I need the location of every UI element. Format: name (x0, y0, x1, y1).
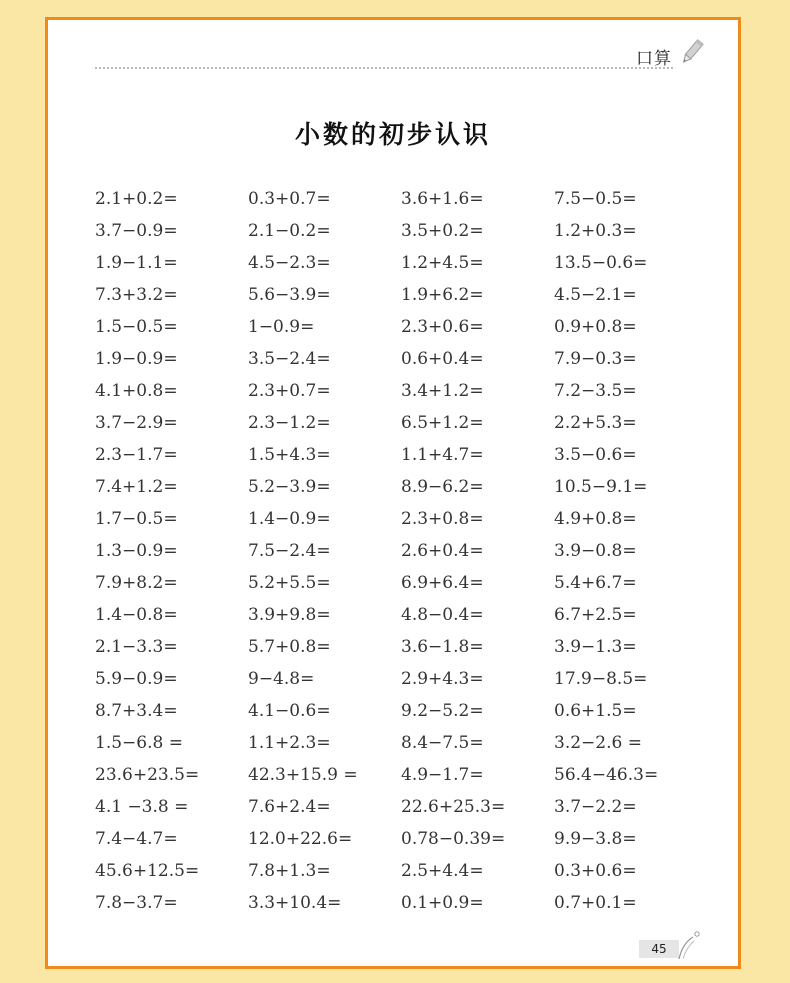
problem-item: 7.8+1.3= (248, 861, 331, 881)
problem-item: 4.9+0.8= (554, 509, 637, 529)
problem-item: 3.7−2.9= (95, 413, 178, 433)
problem-item: 3.2−2.6 = (554, 733, 642, 753)
problem-item: 1.5+4.3= (248, 445, 331, 465)
problem-row (95, 636, 715, 668)
problem-grid (95, 188, 715, 924)
problem-item: 12.0+22.6= (248, 829, 353, 849)
problem-item: 0.3+0.6= (554, 861, 637, 881)
problem-item: 0.78−0.39= (401, 829, 506, 849)
section-label: 口算 (636, 49, 672, 69)
problem-row (95, 316, 715, 348)
problem-row (95, 828, 715, 860)
problem-row (95, 860, 715, 892)
problem-item: 2.1−3.3= (95, 637, 178, 657)
problem-item: 3.9−1.3= (554, 637, 637, 657)
page-number: 45 (639, 940, 679, 958)
problem-row (95, 668, 715, 700)
problem-item: 2.5+4.4= (401, 861, 484, 881)
problem-item: 13.5−0.6= (554, 253, 648, 273)
problem-item: 6.5+1.2= (401, 413, 484, 433)
problem-item: 0.7+0.1= (554, 893, 637, 913)
problem-item: 5.6−3.9= (248, 285, 331, 305)
problem-item: 7.5−0.5= (554, 189, 637, 209)
problem-item: 1.9−0.9= (95, 349, 178, 369)
problem-row (95, 764, 715, 796)
problem-item: 3.9+9.8= (248, 605, 331, 625)
problem-item: 5.2−3.9= (248, 477, 331, 497)
problem-item: 2.9+4.3= (401, 669, 484, 689)
problem-row (95, 252, 715, 284)
problem-item: 5.4+6.7= (554, 573, 637, 593)
problem-item: 1.1+2.3= (248, 733, 331, 753)
problem-item: 0.3+0.7= (248, 189, 331, 209)
problem-item: 7.2−3.5= (554, 381, 637, 401)
problem-item: 2.3−1.7= (95, 445, 178, 465)
problem-row (95, 188, 715, 220)
problem-row (95, 380, 715, 412)
problem-item: 1.4−0.8= (95, 605, 178, 625)
problem-row (95, 732, 715, 764)
problem-item: 1.2+0.3= (554, 221, 637, 241)
problem-item: 1.5−6.8 = (95, 733, 183, 753)
problem-item: 7.5−2.4= (248, 541, 331, 561)
problem-item: 4.1 −3.8 = (95, 797, 189, 817)
problem-item: 2.3+0.7= (248, 381, 331, 401)
problem-item: 3.3+10.4= (248, 893, 342, 913)
problem-row (95, 892, 715, 924)
problem-item: 4.1−0.6= (248, 701, 331, 721)
problem-item: 1.7−0.5= (95, 509, 178, 529)
problem-row (95, 572, 715, 604)
problem-row (95, 604, 715, 636)
worksheet-page (45, 17, 741, 969)
problem-item: 3.9−0.8= (554, 541, 637, 561)
problem-item: 5.7+0.8= (248, 637, 331, 657)
problem-item: 22.6+25.3= (401, 797, 506, 817)
problem-item: 1.5−0.5= (95, 317, 178, 337)
problem-row (95, 220, 715, 252)
problem-item: 5.9−0.9= (95, 669, 178, 689)
header-divider (95, 67, 673, 69)
problem-row (95, 444, 715, 476)
problem-item: 7.9−0.3= (554, 349, 637, 369)
problem-item: 7.6+2.4= (248, 797, 331, 817)
problem-row (95, 796, 715, 828)
problem-row (95, 284, 715, 316)
problem-item: 3.5−0.6= (554, 445, 637, 465)
problem-item: 1.9−1.1= (95, 253, 178, 273)
problem-item: 6.9+6.4= (401, 573, 484, 593)
problem-item: 4.9−1.7= (401, 765, 484, 785)
problem-row (95, 700, 715, 732)
problem-item: 7.9+8.2= (95, 573, 178, 593)
problem-item: 2.3−1.2= (248, 413, 331, 433)
problem-item: 23.6+23.5= (95, 765, 200, 785)
problem-item: 9.9−3.8= (554, 829, 637, 849)
problem-item: 3.7−0.9= (95, 221, 178, 241)
problem-item: 8.9−6.2= (401, 477, 484, 497)
pencil-icon (680, 38, 704, 66)
problem-item: 3.6−1.8= (401, 637, 484, 657)
problem-item: 56.4−46.3= (554, 765, 659, 785)
problem-item: 4.8−0.4= (401, 605, 484, 625)
problem-item: 4.5−2.1= (554, 285, 637, 305)
problem-item: 2.1+0.2= (95, 189, 178, 209)
problem-item: 9.2−5.2= (401, 701, 484, 721)
problem-item: 3.6+1.6= (401, 189, 484, 209)
problem-item: 7.4−4.7= (95, 829, 178, 849)
problem-row (95, 476, 715, 508)
problem-item: 3.5+0.2= (401, 221, 484, 241)
problem-item: 2.3+0.8= (401, 509, 484, 529)
problem-item: 2.2+5.3= (554, 413, 637, 433)
problem-item: 9−4.8= (248, 669, 315, 689)
problem-row (95, 348, 715, 380)
problem-item: 6.7+2.5= (554, 605, 637, 625)
problem-item: 0.9+0.8= (554, 317, 637, 337)
problem-item: 45.6+12.5= (95, 861, 200, 881)
problem-item: 4.5−2.3= (248, 253, 331, 273)
problem-item: 3.7−2.2= (554, 797, 637, 817)
problem-item: 8.4−7.5= (401, 733, 484, 753)
problem-item: 4.1+0.8= (95, 381, 178, 401)
problem-item: 0.6+0.4= (401, 349, 484, 369)
problem-item: 8.7+3.4= (95, 701, 178, 721)
problem-item: 1.1+4.7= (401, 445, 484, 465)
problem-item: 0.1+0.9= (401, 893, 484, 913)
problem-item: 10.5−9.1= (554, 477, 648, 497)
problem-item: 17.9−8.5= (554, 669, 648, 689)
problem-item: 2.3+0.6= (401, 317, 484, 337)
problem-item: 7.4+1.2= (95, 477, 178, 497)
problem-row (95, 540, 715, 572)
problem-item: 1.2+4.5= (401, 253, 484, 273)
problem-item: 3.5−2.4= (248, 349, 331, 369)
problem-item: 1−0.9= (248, 317, 315, 337)
problem-item: 7.3+3.2= (95, 285, 178, 305)
problem-row (95, 508, 715, 540)
problem-item: 5.2+5.5= (248, 573, 331, 593)
problem-item: 2.6+0.4= (401, 541, 484, 561)
problem-item: 0.6+1.5= (554, 701, 637, 721)
problem-item: 1.4−0.9= (248, 509, 331, 529)
swirl-icon (676, 930, 702, 960)
problem-item: 7.8−3.7= (95, 893, 178, 913)
worksheet-title: 小数的初步认识 (294, 120, 491, 149)
problem-item: 1.3−0.9= (95, 541, 178, 561)
problem-item: 1.9+6.2= (401, 285, 484, 305)
problem-item: 2.1−0.2= (248, 221, 331, 241)
problem-item: 42.3+15.9 = (248, 765, 358, 785)
problem-item: 3.4+1.2= (401, 381, 484, 401)
problem-row (95, 412, 715, 444)
